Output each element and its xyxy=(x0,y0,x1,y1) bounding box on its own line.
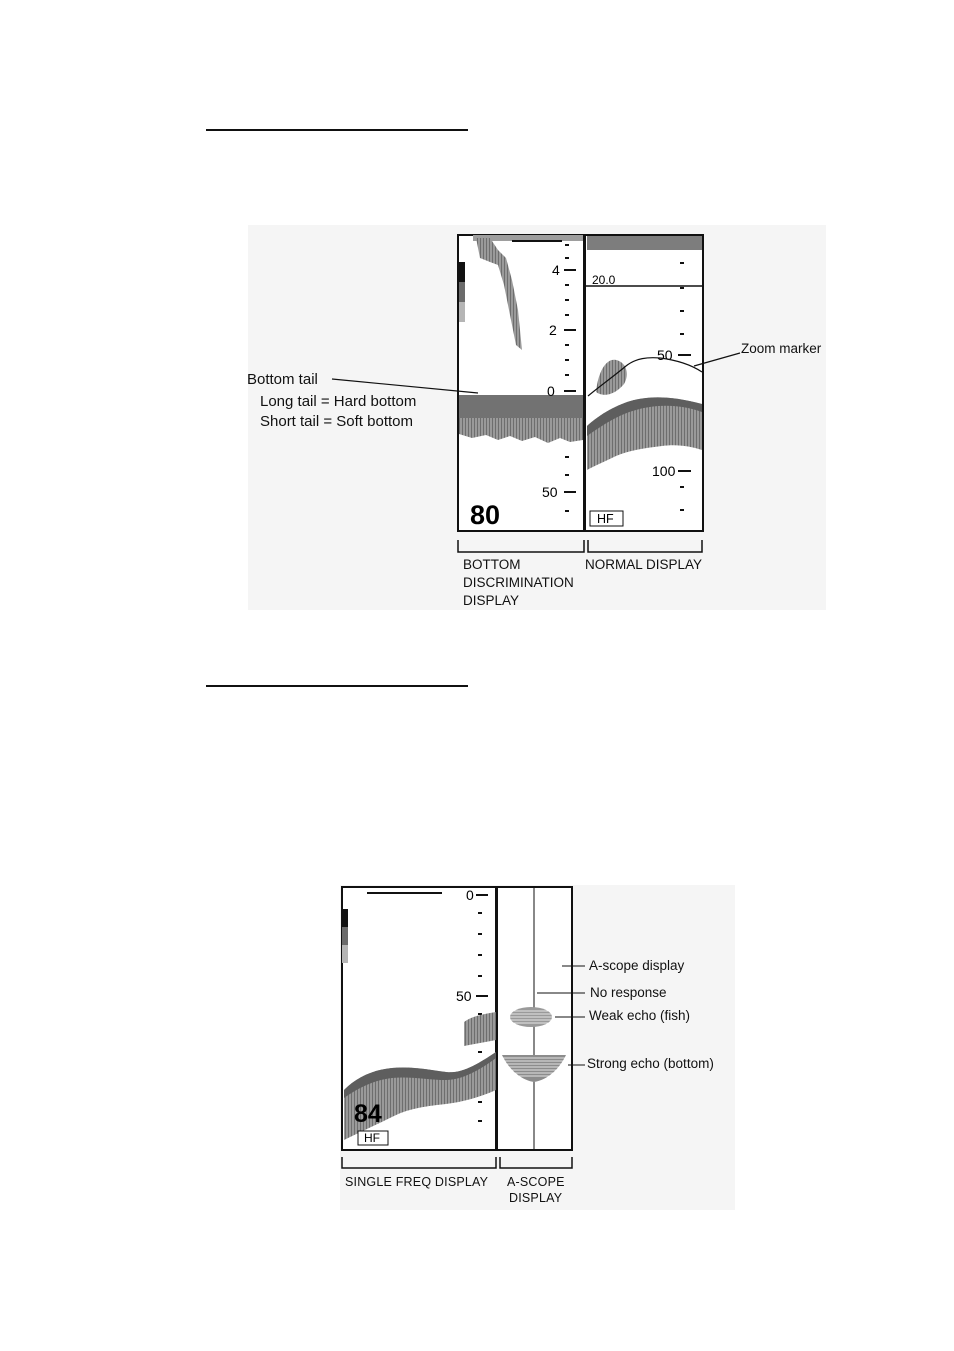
weak-echo-shape xyxy=(510,1007,552,1027)
caption-a-scope-line1: A-SCOPE xyxy=(507,1175,565,1189)
annotation-zoom-marker: Zoom marker xyxy=(741,341,822,356)
bottom-tail-echo xyxy=(459,395,583,418)
depth-label-0: 0 xyxy=(547,383,555,399)
annotation-strong-echo: Strong echo (bottom) xyxy=(587,1056,714,1071)
zoom-value: 20.0 xyxy=(592,273,616,287)
annotation-long-tail: Long tail = Hard bottom xyxy=(260,393,417,410)
reading-80: 80 xyxy=(470,500,501,530)
color-scale-bar xyxy=(459,262,465,282)
depth-label-50-fig2: 50 xyxy=(456,988,472,1004)
annotation-no-response: No response xyxy=(590,985,667,1000)
annotation-short-tail: Short tail = Soft bottom xyxy=(260,413,413,430)
depth-label-0-fig2: 0 xyxy=(466,887,474,903)
reading-84: 84 xyxy=(354,1100,382,1128)
bracket-single-freq xyxy=(342,1157,496,1168)
depth-label-4: 4 xyxy=(552,262,560,278)
figure2-diagram xyxy=(0,860,954,1220)
bottom-tail-leader xyxy=(332,379,478,393)
depth-label-100: 100 xyxy=(652,463,676,479)
color-scale-bar-2 xyxy=(342,909,348,927)
caption-bottom-line2: DISCRIMINATION xyxy=(463,575,574,590)
bracket-a-scope xyxy=(500,1157,572,1168)
bracket-normal-display xyxy=(588,540,702,552)
depth-label-2: 2 xyxy=(549,322,557,338)
hf-tag-2: HF xyxy=(364,1131,380,1145)
caption-a-scope-line2: DISPLAY xyxy=(509,1191,563,1205)
section-rule-2 xyxy=(206,685,468,687)
caption-single-freq: SINGLE FREQ DISPLAY xyxy=(345,1175,489,1189)
bracket-bottom-discrimination xyxy=(458,540,584,552)
annotation-weak-echo: Weak echo (fish) xyxy=(589,1008,691,1023)
annotation-bottom-tail: Bottom tail xyxy=(247,371,318,388)
figure1-diagram xyxy=(0,0,954,640)
caption-bottom-line3: DISPLAY xyxy=(463,593,520,608)
caption-normal-display: NORMAL DISPLAY xyxy=(585,557,703,572)
hf-tag: HF xyxy=(597,512,614,526)
depth-label-50-right: 50 xyxy=(657,347,673,363)
bottom-discrimination-panel xyxy=(458,235,584,531)
annotation-ascope: A-scope display xyxy=(589,958,685,973)
depth-label-50-left: 50 xyxy=(542,484,558,500)
caption-bottom-line1: BOTTOM xyxy=(463,557,521,572)
